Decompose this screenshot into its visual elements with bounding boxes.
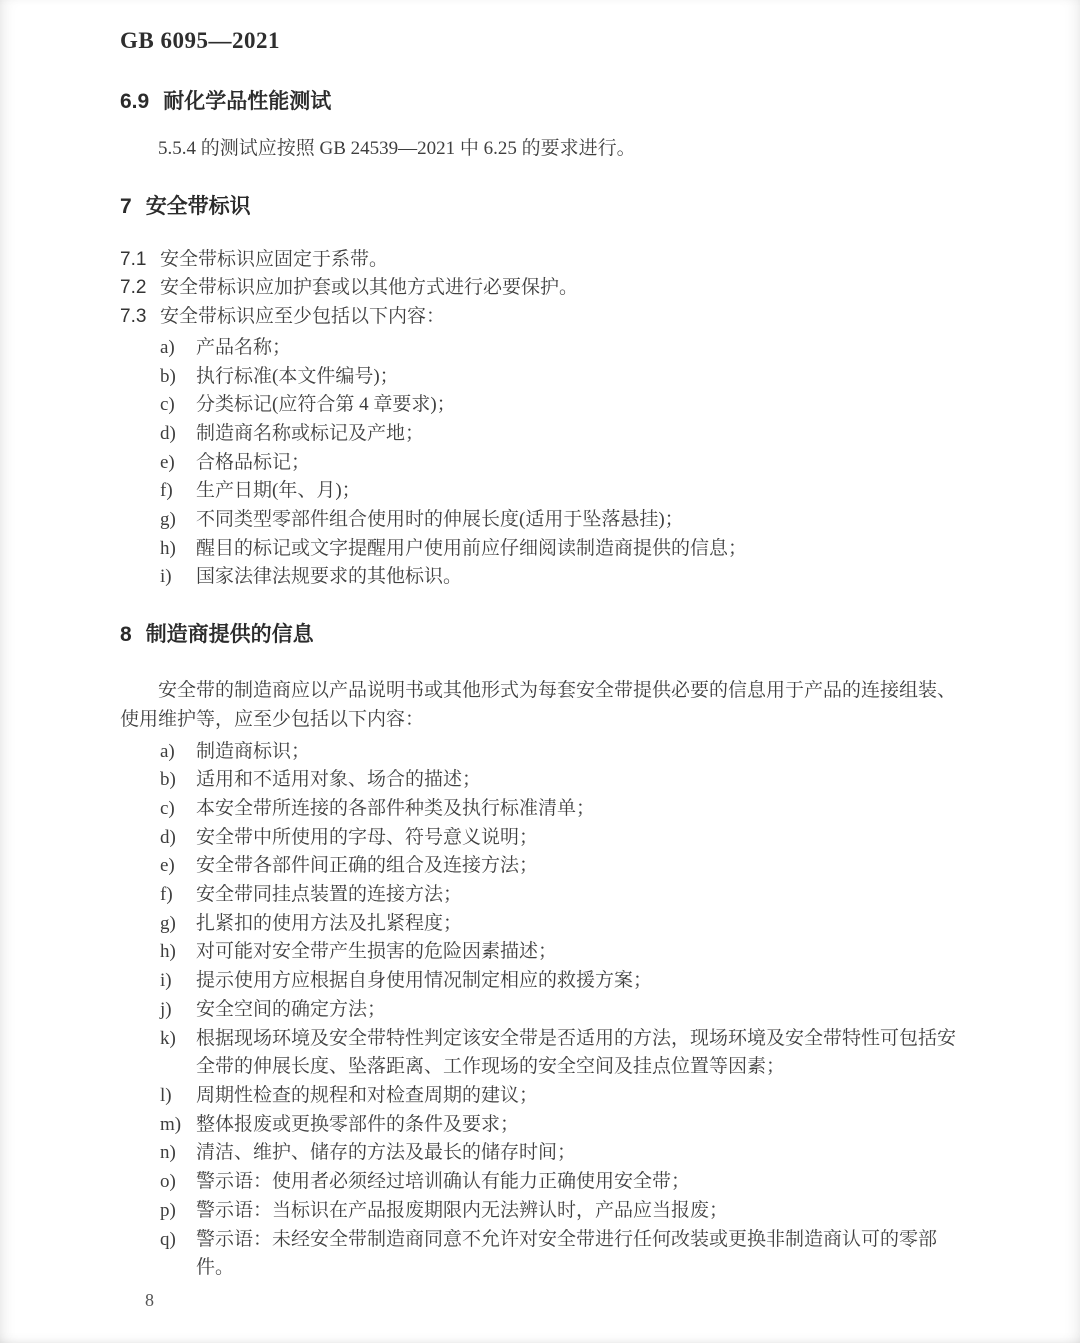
list-item <box>120 1082 960 1111</box>
list-item-label: m) <box>160 1113 182 1135</box>
paragraph-6-9: 5.5.4 的测试应按照 GB 24539—2021 中 6.25 的要求进行。 <box>158 138 636 159</box>
list-item <box>120 967 960 996</box>
list-item-text: 适用和不适用对象、场合的描述； <box>196 769 482 791</box>
list-item-text: 警示语：使用者必须经过培训确认有能力正确使用安全带； <box>196 1171 691 1193</box>
list-item-text: 安全带各部件间正确的组合及连接方法； <box>196 855 539 877</box>
list-item-label: a) <box>160 336 175 358</box>
list-item-label: g) <box>160 509 176 531</box>
list-item <box>120 477 960 506</box>
list-item-label: b) <box>160 769 176 791</box>
heading-7-title: 安全带标识 <box>145 194 251 218</box>
list-item-label: f) <box>160 884 173 906</box>
list-item <box>120 449 960 478</box>
list-item-text: 警示语：当标识在产品报废期限内无法辨认时，产品应当报废； <box>196 1199 729 1221</box>
list-item-label: h) <box>160 941 176 963</box>
list-item <box>120 1139 960 1168</box>
section-8-item-list <box>120 738 960 1283</box>
list-item-text: 警示语：未经安全带制造商同意不允许对安全带进行任何改装或更换非制造商认可的零部件。 <box>196 1228 938 1279</box>
clause-number: 7.2 <box>120 277 147 299</box>
list-item <box>120 535 960 564</box>
list-item <box>120 824 960 853</box>
clause-text: 安全带标识应固定于系带。 <box>160 248 389 270</box>
document-code: GB 6095—2021 <box>120 28 280 53</box>
list-item-label: e) <box>160 451 175 473</box>
list-item-label: i) <box>160 970 172 992</box>
list-item-text: 分类标记(应符合第 4 章要求)； <box>196 394 456 416</box>
list-item-label: f) <box>160 480 173 502</box>
list-item-label: j) <box>160 998 172 1020</box>
list-item-text: 执行标准(本文件编号)； <box>196 365 399 387</box>
list-item-label: i) <box>160 566 172 588</box>
heading-7 <box>120 194 960 220</box>
list-item-label: c) <box>160 797 175 819</box>
clause-7-2 <box>120 274 960 303</box>
list-item <box>120 795 960 824</box>
list-item-label: h) <box>160 537 176 559</box>
list-item-label: d) <box>160 422 176 444</box>
list-item-label: a) <box>160 740 175 762</box>
list-item <box>120 996 960 1025</box>
clause-number: 7.1 <box>120 248 147 270</box>
clause-7-1 <box>120 246 960 275</box>
list-item-label: g) <box>160 912 176 934</box>
list-item-label: k) <box>160 1027 176 1049</box>
clause-text: 安全带标识应加护套或以其他方式进行必要保护。 <box>160 277 579 299</box>
list-item-text: 清洁、维护、储存的方法及最长的储存时间； <box>196 1142 577 1164</box>
list-item-label: d) <box>160 826 176 848</box>
list-item-text: 安全带同挂点装置的连接方法； <box>196 884 463 906</box>
list-item <box>120 506 960 535</box>
heading-6-9-title: 耐化学品性能测试 <box>163 90 332 113</box>
list-item-label: l) <box>160 1084 172 1106</box>
list-item-label: e) <box>160 855 175 877</box>
list-item <box>120 766 960 795</box>
list-item-text: 制造商标识； <box>196 740 311 762</box>
heading-6-9-number: 6.9 <box>120 90 150 113</box>
section-7-item-list <box>120 334 960 592</box>
heading-8 <box>120 622 960 648</box>
list-item-label: p) <box>160 1199 176 1221</box>
list-item-text: 国家法律法规要求的其他标识。 <box>196 566 463 588</box>
list-item <box>120 1197 960 1226</box>
list-item-text: 整体报废或更换零部件的条件及要求； <box>196 1113 520 1135</box>
clause-text: 安全带标识应至少包括以下内容： <box>160 306 446 328</box>
list-item-label: n) <box>160 1142 176 1164</box>
heading-8-number: 8 <box>120 623 132 647</box>
list-item-label: c) <box>160 394 175 416</box>
list-item <box>120 363 960 392</box>
heading-8-title: 制造商提供的信息 <box>145 623 314 647</box>
list-item <box>120 881 960 910</box>
list-item-text: 不同类型零部件组合使用时的伸展长度(适用于坠落悬挂)； <box>196 509 684 531</box>
list-item-label: b) <box>160 365 176 387</box>
heading-7-number: 7 <box>120 194 132 218</box>
list-item-text: 制造商名称或标记及产地； <box>196 422 425 444</box>
list-item-label: q) <box>160 1228 176 1250</box>
list-item-label: o) <box>160 1171 176 1193</box>
list-item-text: 安全带中所使用的字母、符号意义说明； <box>196 826 539 848</box>
page-number: 8 <box>145 1290 154 1310</box>
list-item <box>120 420 960 449</box>
list-item <box>120 1226 960 1283</box>
heading-6-9 <box>120 89 960 115</box>
list-item <box>120 1111 960 1140</box>
paragraph-8-intro: 安全带的制造商应以产品说明书或其他形式为每套安全带提供必要的信息用于产品的连接组装、使用维护等，应至少包括以下内容： <box>120 680 957 730</box>
clause-7-3 <box>120 303 960 332</box>
clause-number: 7.3 <box>120 306 147 328</box>
list-item-text: 根据现场环境及安全带特性判定该安全带是否适用的方法，现场环境及安全带特性可包括安全带的伸展长度、坠落距离、工作现场的安全空间及挂点位置等因素； <box>196 1027 957 1078</box>
list-item-text: 本安全带所连接的各部件种类及执行标准清单； <box>196 797 596 819</box>
list-item <box>120 738 960 767</box>
list-item-text: 对可能对安全带产生损害的危险因素描述； <box>196 941 558 963</box>
list-item-text: 周期性检查的规程和对检查周期的建议； <box>196 1084 539 1106</box>
list-item-text: 安全空间的确定方法； <box>196 998 387 1020</box>
list-item <box>120 910 960 939</box>
section-7-clauses <box>120 246 960 332</box>
list-item <box>120 1025 960 1082</box>
list-item-text: 提示使用方应根据自身使用情况制定相应的救援方案； <box>196 970 653 992</box>
list-item <box>120 391 960 420</box>
list-item <box>120 563 960 592</box>
list-item-text: 产品名称； <box>196 336 292 358</box>
list-item-text: 生产日期(年、月)； <box>196 480 361 502</box>
list-item <box>120 1168 960 1197</box>
list-item-text: 醒目的标记或文字提醒用户使用前应仔细阅读制造商提供的信息； <box>196 537 748 559</box>
list-item <box>120 938 960 967</box>
list-item <box>120 852 960 881</box>
list-item-text: 合格品标记； <box>196 451 311 473</box>
list-item-text: 扎紧扣的使用方法及扎紧程度； <box>196 912 463 934</box>
list-item <box>120 334 960 363</box>
